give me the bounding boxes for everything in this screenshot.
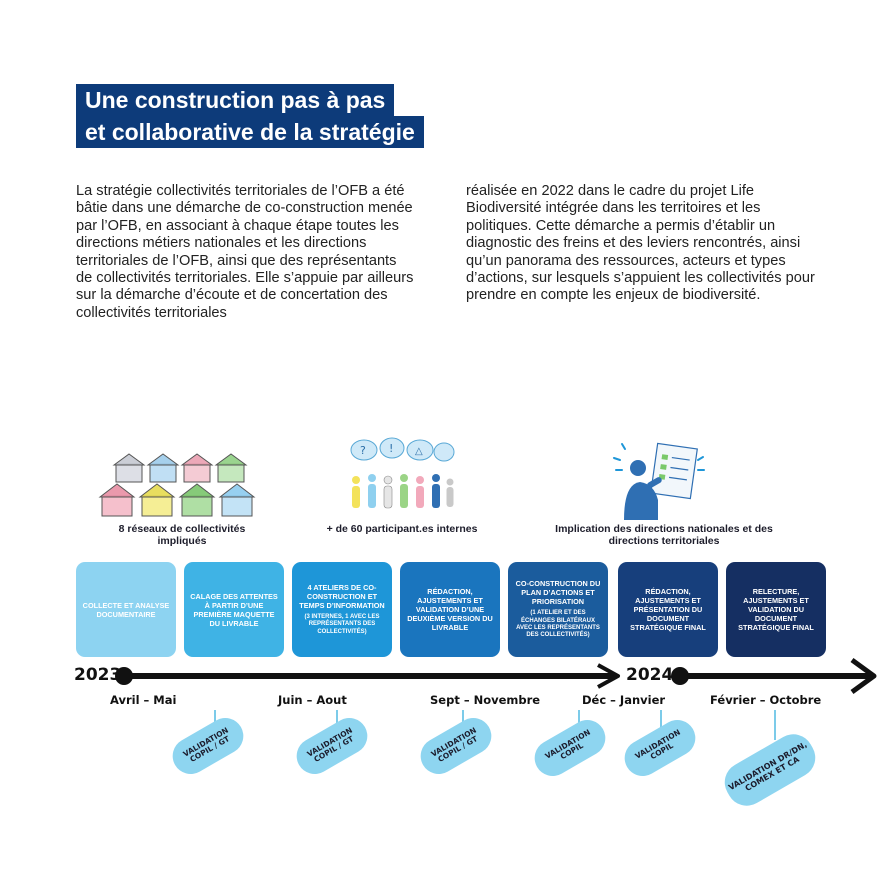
- house-icon: [148, 454, 178, 482]
- speech-bubbles-icon: [351, 438, 454, 461]
- timeline-dot: [671, 667, 689, 685]
- people-caption: + de 60 participant.es internes: [326, 523, 478, 535]
- houses-caption: 8 réseaux de collectivités impliqués: [118, 523, 246, 547]
- step-sublabel: (3 INTERNES, 1 AVEC LES REPRÉSENTANTS DES COLLECTIVITÉS): [304, 613, 380, 635]
- house-icon: [140, 484, 174, 516]
- period-label: Avril – Mai: [110, 693, 177, 707]
- period-label: Février – Octobre: [710, 693, 822, 707]
- step-box-5: [508, 562, 608, 657]
- title-line-2: et collaborative de la stratégie: [76, 116, 424, 148]
- people-icon: [352, 474, 454, 508]
- body-paragraph-2: réalisée en 2022 dans le cadre du projet Life Biodiversité intégrée dans les territoires et les politiques. Cette démarche a permis d’établir un diagnostic des freins et des leviers rencontrés, ainsi qu’un panorama des ressources, acteurs et types d’actions, sur lesquels s’appuient les collectivités pour prendre en compte les enjeux de biodiversité.: [466, 183, 815, 304]
- svg-text:△: △: [415, 446, 423, 457]
- validation-pill: VALIDATION DR/DN, COMEX ET CA: [717, 727, 822, 813]
- period-label: Juin – Aout: [278, 693, 347, 707]
- year-start: 2023: [74, 665, 122, 685]
- validation-stem: [774, 710, 776, 740]
- director-caption: Implication des directions nationales et des directions territoriales: [555, 523, 773, 547]
- step-box-6: [618, 562, 718, 657]
- step-box-4: [400, 562, 500, 657]
- validation-pill: VALIDATION COPIL / GT: [290, 711, 374, 780]
- people-illustration: [346, 436, 458, 520]
- validation-pill: VALIDATION COPIL / GT: [166, 711, 250, 780]
- year-mid: 2024: [626, 665, 674, 685]
- body-column-left: [76, 183, 416, 322]
- house-icon: [182, 454, 212, 482]
- step-box-7: [726, 562, 826, 657]
- house-icon: [220, 484, 254, 516]
- step-label: RÉDACTION, AJUSTEMENTS ET PRÉSENTATION DU DOCUMENT STRATÉGIQUE FINAL: [630, 587, 706, 632]
- body-paragraph-1: La stratégie collectivités territoriales de l’OFB a été bâtie dans une démarche de co-construction menée par l’OFB, en associant à chaque étape toutes les directions métiers nationales et les directions territoriales de l’OFB, ainsi que des représentants de collectivités territoriales. Elle s’appuie par ailleurs sur la démarche d’écoute et de concertation des collectivités territoriales: [76, 183, 414, 321]
- svg-text:?: ?: [360, 444, 366, 457]
- step-box-1: [76, 562, 176, 657]
- house-icon: [114, 454, 144, 482]
- step-label: RELECTURE, AJUSTEMENTS ET VALIDATION DU DOCUMENT STRATÉGIQUE FINAL: [738, 587, 814, 632]
- step-label: RÉDACTION, AJUSTEMENTS ET VALIDATION D’UNE DEUXIÈME VERSION DU LIVRABLE: [407, 587, 493, 632]
- step-label: CALAGE DES ATTENTES À PARTIR D’UNE PREMIÈRE MAQUETTE DU LIVRABLE: [190, 591, 278, 628]
- validation-pill: VALIDATION COPIL: [618, 713, 702, 782]
- validation-pill: VALIDATION COPIL: [528, 713, 612, 782]
- document-icon: [651, 443, 698, 498]
- houses-illustration: [96, 452, 264, 518]
- validation-pill: VALIDATION COPIL / GT: [414, 711, 498, 780]
- step-label: 4 ATELIERS DE CO-CONSTRUCTION ET TEMPS D’INFORMATION: [299, 582, 385, 610]
- period-label: Déc – Janvier: [582, 693, 666, 707]
- period-label: Sept – Novembre: [430, 693, 541, 707]
- svg-text:!: !: [389, 442, 394, 455]
- step-label: COLLECTE ET ANALYSE DOCUMENTAIRE: [82, 600, 170, 619]
- house-icon: [100, 484, 134, 516]
- step-label: CO-CONSTRUCTION DU PLAN D’ACTIONS ET PRIORISATION: [515, 579, 601, 607]
- house-icon: [216, 454, 246, 482]
- director-illustration: [610, 440, 706, 520]
- step-sublabel: (1 ATELIER ET DES ÉCHANGES BILATÉRAUX AVEC LES REPRÉSENTANTS DES COLLECTIVITÉS): [516, 610, 600, 639]
- house-icon: [180, 484, 214, 516]
- page-title: [76, 84, 424, 148]
- step-box-2: [184, 562, 284, 657]
- body-column-right: [466, 183, 816, 305]
- step-box-3: [292, 562, 392, 657]
- title-line-1: Une construction pas à pas: [76, 84, 394, 116]
